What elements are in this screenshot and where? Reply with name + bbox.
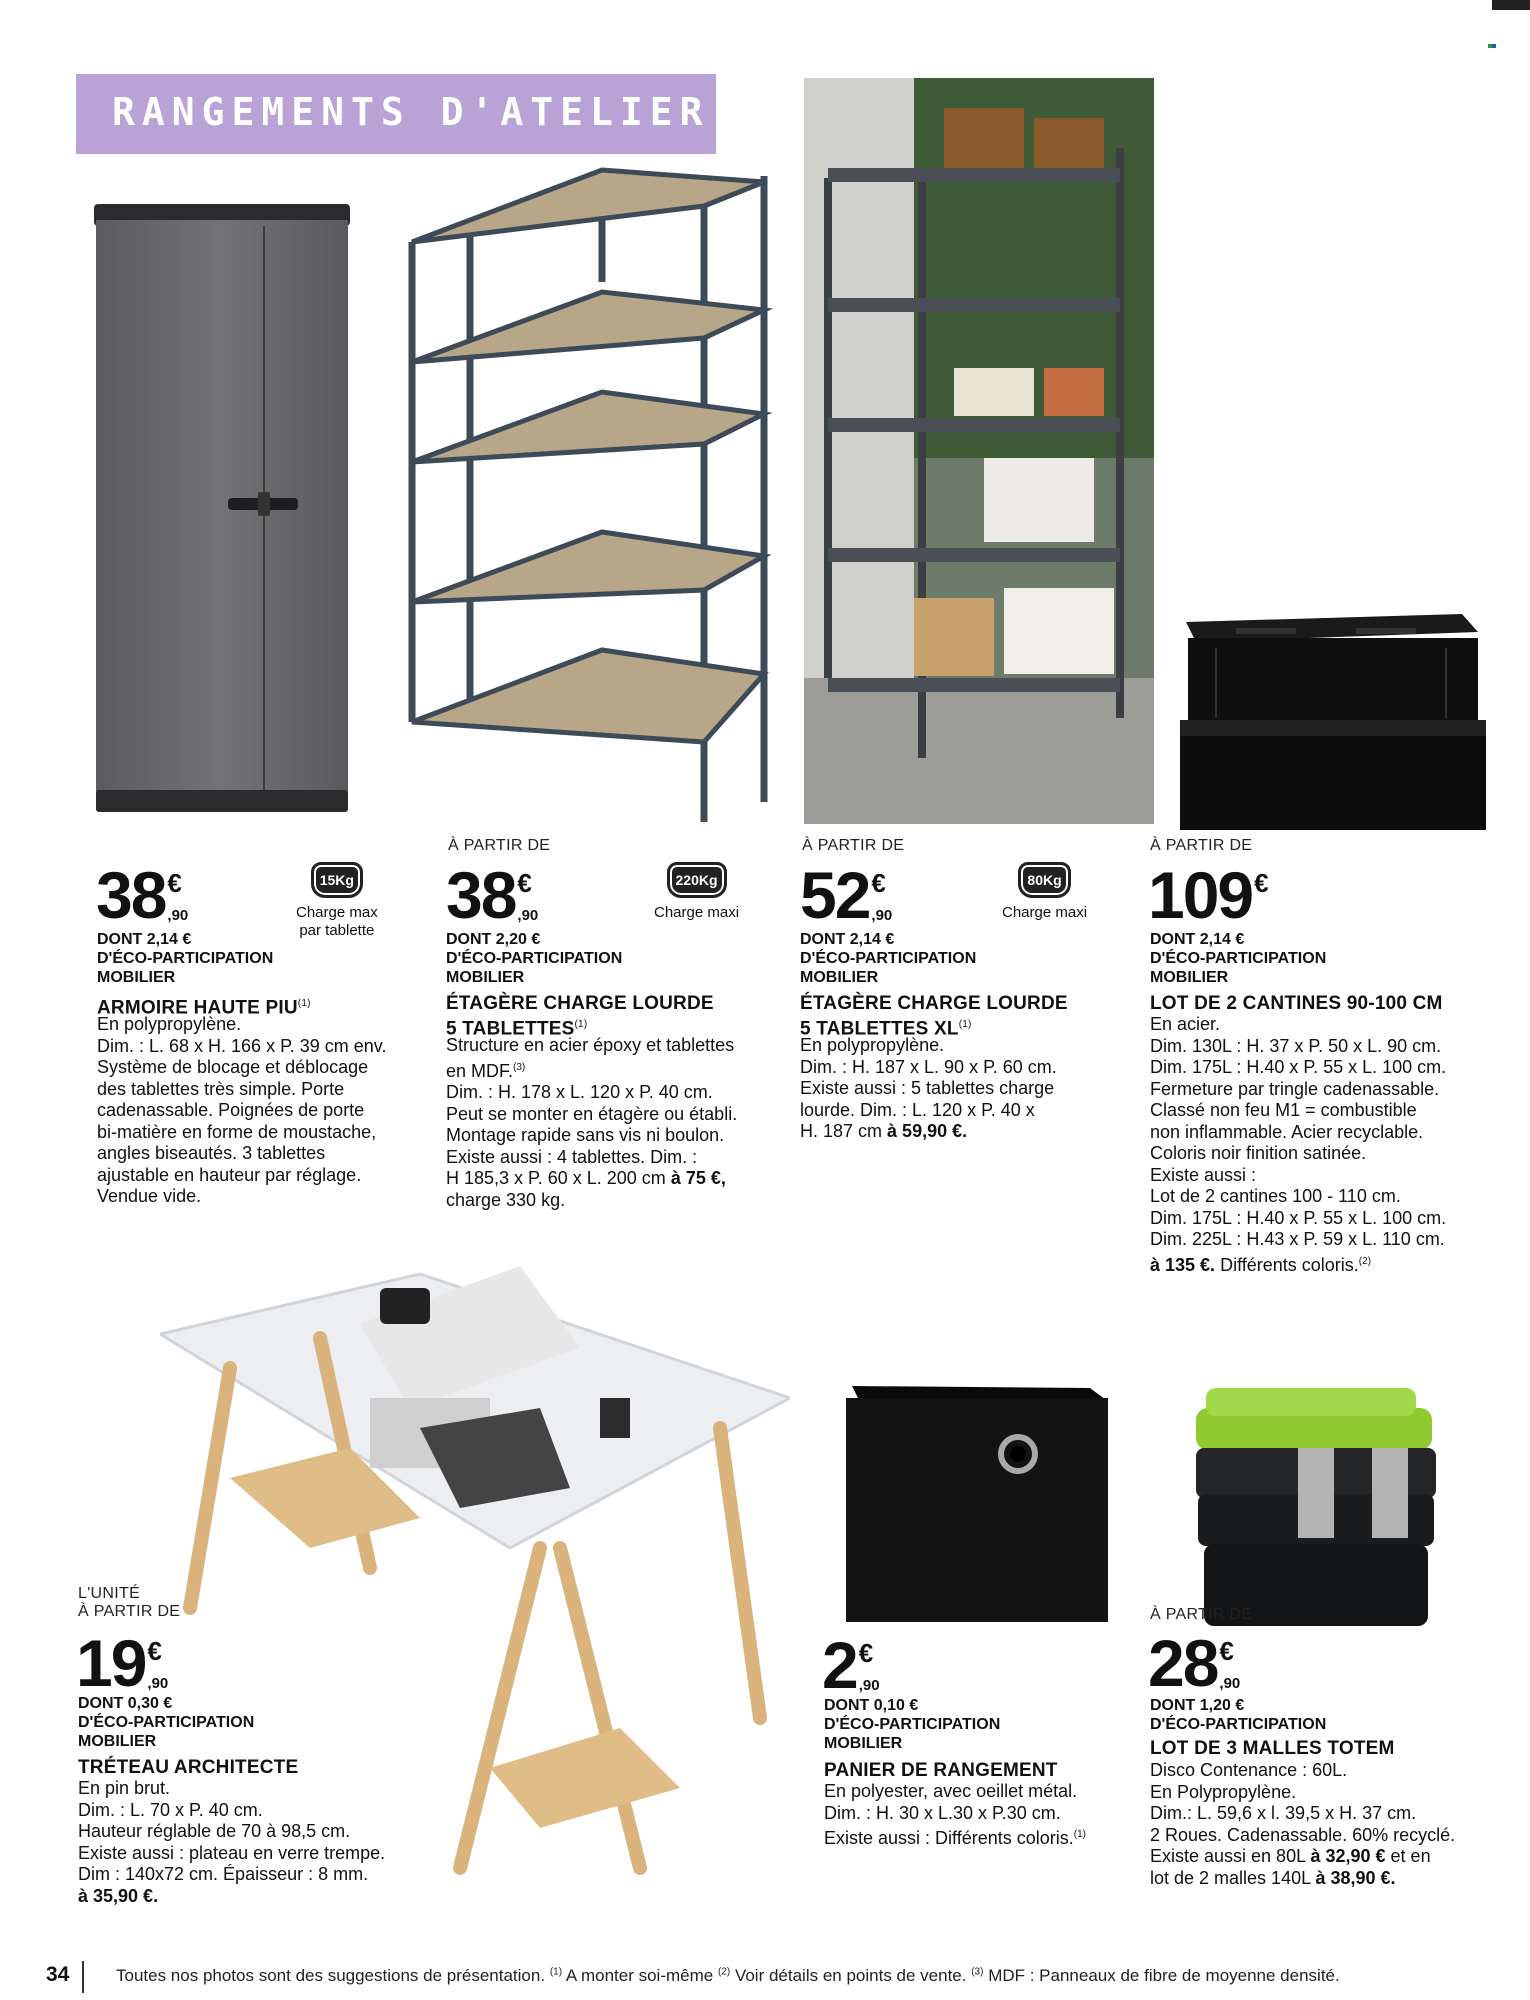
footer-text: MDF : Panneaux de fibre de moyenne densité.: [988, 1966, 1340, 1985]
badge-caption: par tablette: [299, 922, 375, 939]
malles-price: [1148, 1626, 1241, 1700]
eco-line: D'ÉCO-PARTICIPATION: [1150, 1716, 1327, 1733]
etagere-load-badge: [654, 862, 739, 922]
treteau-price: [76, 1626, 169, 1700]
price-cents: ,90: [167, 907, 189, 924]
desc-line: cadenassable. Poignées de porte: [97, 1100, 365, 1120]
footnote-ref: (2): [1358, 1255, 1372, 1267]
etagere-xl-desc: [800, 1035, 1057, 1143]
corner-mark: [1492, 0, 1530, 10]
desc-line: bi-matière en forme de moustache,: [97, 1121, 377, 1142]
panier-title: PANIER DE RANGEMENT: [824, 1760, 1058, 1781]
footnote-ref: (1): [1073, 1829, 1086, 1840]
etagere-xl-title: [800, 993, 1068, 1039]
desc-line: Dim. 175L : H.40 x P. 55 x L. 100 cm.: [1150, 1057, 1447, 1077]
price-cents: ,90: [517, 907, 539, 924]
armoire-eco: [97, 930, 273, 987]
desc-line: Différents coloris.: [1220, 1254, 1359, 1275]
eco-line: MOBILIER: [78, 1733, 157, 1750]
desc-line: en MDF.: [446, 1060, 514, 1081]
desc-line: Existe aussi : 5 tablettes charge: [800, 1078, 1055, 1098]
cantines-photo: [1176, 608, 1492, 836]
price-integer: 38: [446, 858, 516, 932]
footer-text: Toutes nos photos sont des suggestions de présentation.: [116, 1966, 546, 1985]
footnote-ref: (3): [513, 1061, 526, 1073]
price-integer: 28: [1148, 1626, 1218, 1700]
desc-line: lourde. Dim. : L. 120 x P. 40 x: [800, 1099, 1035, 1120]
desc-line: Existe aussi : Différents coloris.: [824, 1828, 1074, 1848]
panier-desc: [824, 1781, 1086, 1850]
price-cents: ,90: [147, 1675, 169, 1692]
cantines-from-label: À PARTIR DE: [1150, 837, 1253, 854]
eco-line: MOBILIER: [824, 1735, 903, 1752]
etagere-xl-load-badge: [1002, 862, 1087, 922]
armoire-photo: [88, 190, 360, 822]
weight-icon: 80Kg: [1018, 862, 1070, 898]
desc-line: non inflammable. Acier recyclable.: [1150, 1121, 1424, 1142]
section-title: RANGEMENTS D'ATELIER: [112, 90, 710, 134]
desc-line: Dim. : H. 187 x L. 90 x P. 60 cm.: [800, 1056, 1057, 1077]
treteau-title: TRÉTEAU ARCHITECTE: [78, 1757, 299, 1778]
desc-line: Fermeture par tringle cadenassable.: [1150, 1078, 1440, 1099]
title-text: ÉTAGÈRE CHARGE LOURDE: [800, 993, 1068, 1014]
malles-eco: [1150, 1696, 1326, 1734]
unit-label: L'UNITÉ: [78, 1585, 141, 1602]
eco-line: D'ÉCO-PARTICIPATION: [800, 950, 977, 967]
desc-line: En polypropylène.: [800, 1035, 945, 1055]
desc-line: En polyester, avec oeillet métal.: [824, 1781, 1078, 1801]
desc-line: angles biseautés. 3 tablettes: [97, 1143, 326, 1163]
desc-line: Système de blocage et déblocage: [97, 1057, 369, 1077]
color-dots-icon: [1488, 44, 1496, 52]
badge-caption: Charge maxi: [654, 904, 740, 921]
eco-line: DONT 1,20 €: [1150, 1697, 1245, 1714]
alt-price: à 135 €.: [1150, 1254, 1216, 1275]
cantines-eco: [1150, 930, 1326, 987]
desc-line: Hauteur réglable de 70 à 98,5 cm.: [78, 1821, 351, 1841]
eco-line: DONT 2,14 €: [800, 931, 895, 948]
price-integer: 38: [96, 858, 166, 932]
cantines-price: [1148, 858, 1269, 932]
desc-line: 2 Roues. Cadenassable. 60% recyclé.: [1150, 1824, 1456, 1845]
footnote-ref: (3): [971, 1966, 984, 1978]
alt-price: à 32,90 €: [1310, 1846, 1386, 1866]
panier-photo: [838, 1378, 1114, 1626]
footer-text: Voir détails en points de vente.: [734, 1966, 967, 1985]
price-currency: €: [517, 868, 532, 898]
alt-price: à 38,90 €.: [1315, 1867, 1396, 1888]
desc-line: Existe aussi : plateau en verre trempe.: [78, 1842, 386, 1863]
price-currency: €: [167, 868, 182, 898]
etagere-xl-from-label: À PARTIR DE: [802, 837, 905, 854]
eco-line: MOBILIER: [446, 969, 525, 986]
desc-line: En acier.: [1150, 1014, 1221, 1034]
treteau-desc: [78, 1778, 385, 1907]
price-integer: 109: [1148, 858, 1253, 932]
malles-photo: [1186, 1378, 1454, 1630]
desc-line: Dim. 130L : H. 37 x P. 50 x L. 90 cm.: [1150, 1035, 1442, 1056]
eco-line: MOBILIER: [1150, 969, 1229, 986]
eco-line: DONT 0,10 €: [824, 1697, 919, 1714]
weight-icon: 15Kg: [311, 862, 363, 898]
desc-line: Montage rapide sans vis ni boulon.: [446, 1125, 725, 1145]
etagere-from-label: À PARTIR DE: [448, 837, 551, 854]
desc-line: charge 330 kg.: [446, 1189, 566, 1210]
desc-line: Existe aussi en 80L: [1150, 1846, 1306, 1866]
alt-price: à 35,90 €.: [78, 1885, 159, 1906]
etagere-desc: [446, 1035, 737, 1211]
cantines-title: LOT DE 2 CANTINES 90-100 CM: [1150, 993, 1443, 1014]
desc-line: Dim. : H. 178 x L. 120 x P. 40 cm.: [446, 1082, 713, 1102]
treteau-eco: [78, 1694, 254, 1751]
armoire-load-badge: [296, 862, 378, 940]
malles-desc: [1150, 1760, 1455, 1889]
eco-line: DONT 2,14 €: [1150, 931, 1245, 948]
desc-line: H. 187 cm: [800, 1121, 883, 1141]
desc-line: Structure en acier époxy et tablettes: [446, 1035, 735, 1055]
desc-line: H 185,3 x P. 60 x L. 200 cm: [446, 1168, 666, 1188]
footer-divider: [82, 1961, 84, 1993]
desc-line: des tablettes très simple. Porte: [97, 1078, 345, 1099]
armoire-price: [96, 858, 189, 932]
eco-line: MOBILIER: [800, 969, 879, 986]
footnote-ref: (1): [574, 1019, 588, 1030]
badge-caption: Charge max: [296, 904, 378, 921]
etagere-price: [446, 858, 539, 932]
armoire-desc: [97, 1014, 386, 1208]
alt-price: à 59,90 €.: [887, 1121, 968, 1141]
malles-from-label: À PARTIR DE: [1150, 1606, 1253, 1623]
price-currency: €: [1254, 868, 1269, 898]
price-currency: €: [858, 1638, 874, 1668]
price-cents: ,90: [1219, 1675, 1241, 1692]
badge-caption: Charge maxi: [1002, 904, 1088, 921]
eco-line: DONT 2,14 €: [97, 931, 192, 948]
desc-line: Dim. : H. 30 x L.30 x P.30 cm.: [824, 1802, 1061, 1823]
footnote-ref: (1): [549, 1966, 563, 1978]
price-integer: 52: [800, 858, 870, 932]
treteau-from-label: [78, 1585, 180, 1621]
desc-line: Classé non feu M1 = combustible: [1150, 1100, 1417, 1120]
price-cents: ,90: [858, 1677, 880, 1694]
title-text: 5 TABLETTES XL: [800, 1018, 959, 1040]
desc-line: Vendue vide.: [97, 1186, 202, 1206]
price-integer: 19: [76, 1626, 146, 1700]
desc-line: Dim. : L. 68 x H. 166 x P. 39 cm env.: [97, 1035, 387, 1056]
desc-line: lot de 2 malles 140L: [1150, 1867, 1311, 1888]
etagere-xl-price: [800, 858, 893, 932]
panier-price: [822, 1628, 880, 1702]
title-text: ARMOIRE HAUTE PIU: [97, 997, 298, 1019]
eco-line: D'ÉCO-PARTICIPATION: [824, 1716, 1001, 1733]
footnote-ref: (2): [717, 1966, 731, 1978]
etagere-xl-photo: [804, 78, 1154, 824]
title-text: ÉTAGÈRE CHARGE LOURDE: [446, 993, 714, 1014]
desc-line: Existe aussi : 4 tablettes. Dim. :: [446, 1146, 698, 1167]
page-number: 34: [46, 1963, 70, 1986]
footer-notes: [116, 1966, 1340, 1986]
desc-line: Dim. 175L : H.40 x P. 55 x L. 100 cm.: [1150, 1207, 1447, 1228]
etagere-photo: [404, 162, 776, 830]
desc-line: et en: [1390, 1846, 1431, 1866]
desc-line: Dim. : L. 70 x P. 40 cm.: [78, 1799, 263, 1820]
desc-line: Existe aussi :: [1150, 1164, 1257, 1185]
title-text: 5 TABLETTES: [446, 1018, 575, 1040]
price-currency: €: [1219, 1636, 1234, 1666]
eco-line: D'ÉCO-PARTICIPATION: [78, 1714, 255, 1731]
desc-line: Dim. 225L : H.43 x P. 59 x L. 110 cm.: [1150, 1229, 1445, 1249]
cantines-desc: [1150, 1014, 1446, 1276]
price-currency: €: [871, 868, 886, 898]
desc-line: En pin brut.: [78, 1778, 171, 1798]
price-integer: 2: [822, 1628, 857, 1702]
price-currency: €: [147, 1636, 162, 1666]
footnote-ref: (1): [297, 998, 311, 1009]
desc-line: Dim : 140x72 cm. Épaisseur : 8 mm.: [78, 1864, 369, 1884]
eco-line: DONT 0,30 €: [78, 1695, 173, 1712]
footnote-ref: (1): [958, 1019, 972, 1030]
etagere-xl-eco: [800, 930, 976, 987]
footer-text: A monter soi-même: [565, 1966, 714, 1985]
malles-title: LOT DE 3 MALLES TOTEM: [1150, 1738, 1395, 1759]
desc-line: Coloris noir finition satinée.: [1150, 1143, 1367, 1163]
alt-price: à 75 €,: [670, 1168, 726, 1188]
desc-line: Dim.: L. 59,6 x l. 39,5 x H. 37 cm.: [1150, 1803, 1417, 1823]
eco-line: D'ÉCO-PARTICIPATION: [1150, 950, 1327, 967]
eco-line: MOBILIER: [97, 969, 176, 986]
desc-line: En Polypropylène.: [1150, 1781, 1297, 1802]
price-cents: ,90: [871, 907, 893, 924]
eco-line: DONT 2,20 €: [446, 931, 541, 948]
desc-line: Lot de 2 cantines 100 - 110 cm.: [1150, 1186, 1401, 1206]
eco-line: D'ÉCO-PARTICIPATION: [446, 950, 623, 967]
desc-line: ajustable en hauteur par réglage.: [97, 1164, 362, 1185]
desc-line: Peut se monter en étagère ou établi.: [446, 1103, 738, 1124]
desc-line: Disco Contenance : 60L.: [1150, 1760, 1348, 1780]
panier-eco: [824, 1696, 1000, 1753]
weight-icon: 220Kg: [667, 862, 727, 898]
from-label: À PARTIR DE: [78, 1603, 181, 1620]
etagere-eco: [446, 930, 622, 987]
desc-line: En polypropylène.: [97, 1014, 242, 1034]
etagere-title: [446, 993, 714, 1039]
eco-line: D'ÉCO-PARTICIPATION: [97, 950, 274, 967]
